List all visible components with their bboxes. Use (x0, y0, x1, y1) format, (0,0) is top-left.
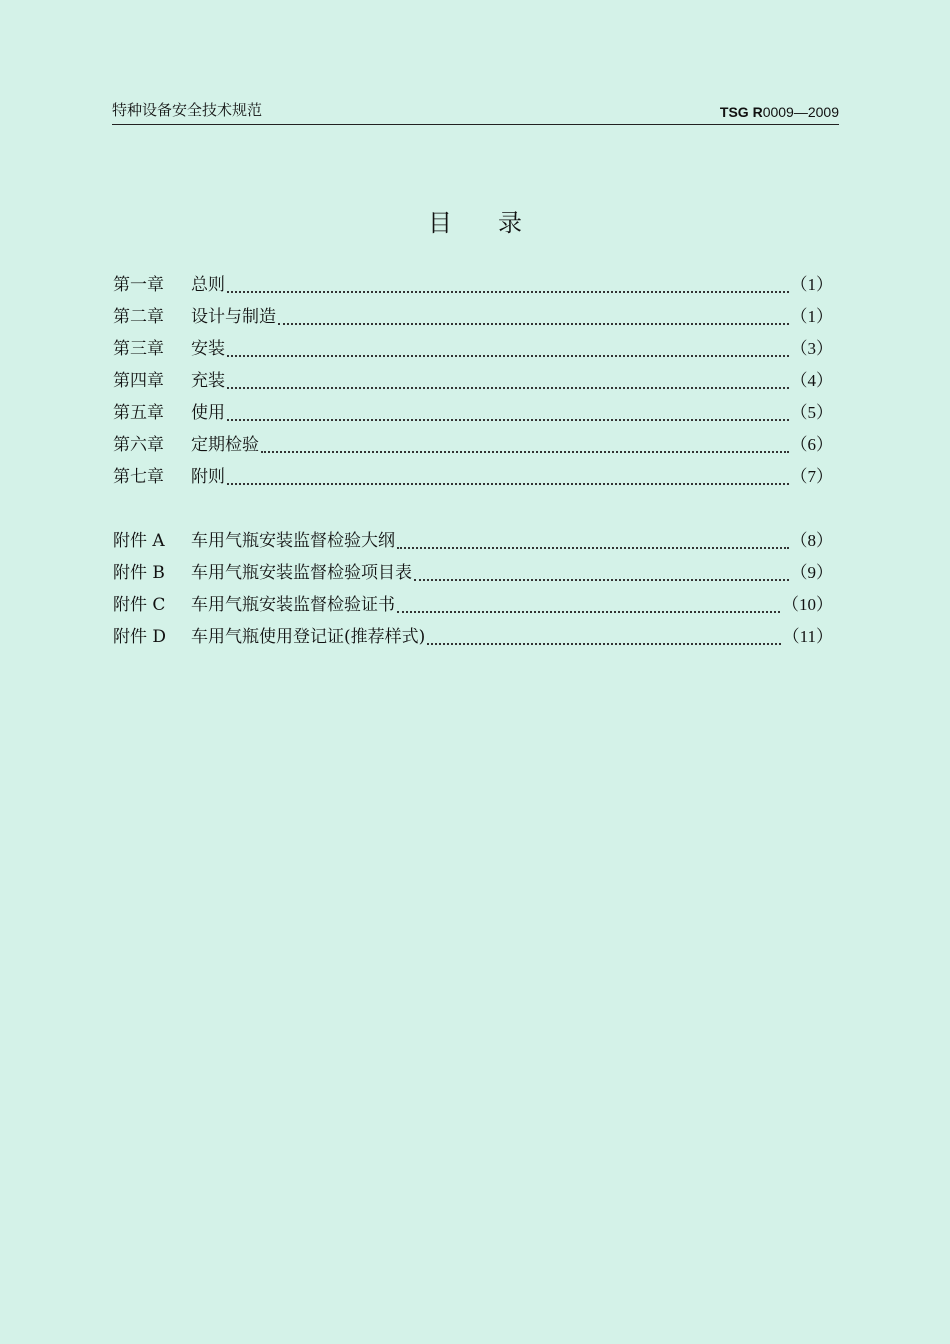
toc-entry-title: 车用气瓶使用登记证(推荐样式) (191, 627, 426, 647)
page-title: 目录 (428, 209, 568, 237)
toc-entry-label: 附件 D (113, 627, 167, 647)
toc-entry-label: 附件 C (113, 595, 166, 615)
toc-dot-leader (397, 547, 789, 549)
toc-dot-leader (427, 643, 780, 645)
toc-entry-page: （5） (790, 403, 833, 422)
header-code-prefix: TSG R (719, 104, 763, 120)
toc-entry-page: （8） (790, 531, 833, 550)
toc-entry-title: 设计与制造 (191, 307, 276, 327)
toc-entry-label: 第五章 (113, 403, 164, 423)
toc-dot-leader (227, 419, 789, 421)
toc-entry-page: （10） (782, 595, 833, 614)
toc-entry-title: 安装 (191, 339, 225, 359)
header-code-number: 0009—2009 (762, 104, 839, 120)
toc-dot-leader (261, 451, 789, 453)
toc-entry-label: 第六章 (113, 435, 164, 455)
toc-entry-label: 第三章 (113, 339, 164, 359)
toc-entry-label: 附件 A (113, 531, 165, 551)
toc-entry-title: 车用气瓶安装监督检验项目表 (191, 563, 412, 583)
toc-entry[interactable] (113, 462, 833, 494)
toc-entry[interactable] (113, 398, 833, 430)
toc-entry-page: （6） (790, 435, 833, 454)
toc-entry-label: 第二章 (113, 307, 164, 327)
toc-entry[interactable] (113, 302, 833, 334)
toc-entry-title: 车用气瓶安装监督检验证书 (191, 595, 395, 615)
toc-entry-title: 总则 (191, 275, 225, 295)
toc-entry[interactable] (113, 622, 833, 654)
toc-dot-leader (278, 323, 789, 325)
toc-dot-leader (227, 483, 789, 485)
toc-entry[interactable] (113, 334, 833, 366)
toc-chapters (113, 270, 833, 494)
toc-entry-title: 定期检验 (191, 435, 259, 455)
toc-dot-leader (227, 387, 789, 389)
running-header (112, 100, 839, 125)
toc-entry[interactable] (113, 526, 833, 558)
toc-entry-page: （11） (782, 627, 833, 646)
toc-entry-page: （3） (790, 339, 833, 358)
header-series-title: 特种设备安全技术规范 (112, 101, 263, 119)
toc-entry-label: 第四章 (113, 371, 164, 391)
toc-entry[interactable] (113, 366, 833, 398)
toc-dot-leader (227, 291, 789, 293)
toc-entry-page: （4） (790, 371, 833, 390)
toc-entry-title: 附则 (191, 467, 225, 487)
toc-entry-page: （1） (790, 307, 833, 326)
toc-entry[interactable] (113, 558, 833, 590)
toc-dot-leader (397, 611, 780, 613)
toc-entry-title: 车用气瓶安装监督检验大纲 (191, 531, 395, 551)
toc-entry-page: （9） (790, 563, 833, 582)
toc-appendices (113, 526, 833, 654)
header-standard-code (720, 104, 839, 124)
toc-entry-title: 充装 (191, 371, 225, 391)
toc-entry[interactable] (113, 590, 833, 622)
toc-dot-leader (227, 355, 789, 357)
toc-entry[interactable] (113, 430, 833, 462)
toc-entry-label: 第一章 (113, 275, 164, 295)
toc-entry-title: 使用 (191, 403, 225, 423)
toc-entry-page: （7） (790, 467, 833, 486)
toc-entry-label: 附件 B (113, 563, 165, 583)
toc-dot-leader (414, 579, 789, 581)
toc-entry[interactable] (113, 270, 833, 302)
toc-entry-page: （1） (790, 275, 833, 294)
toc-entry-label: 第七章 (113, 467, 164, 487)
